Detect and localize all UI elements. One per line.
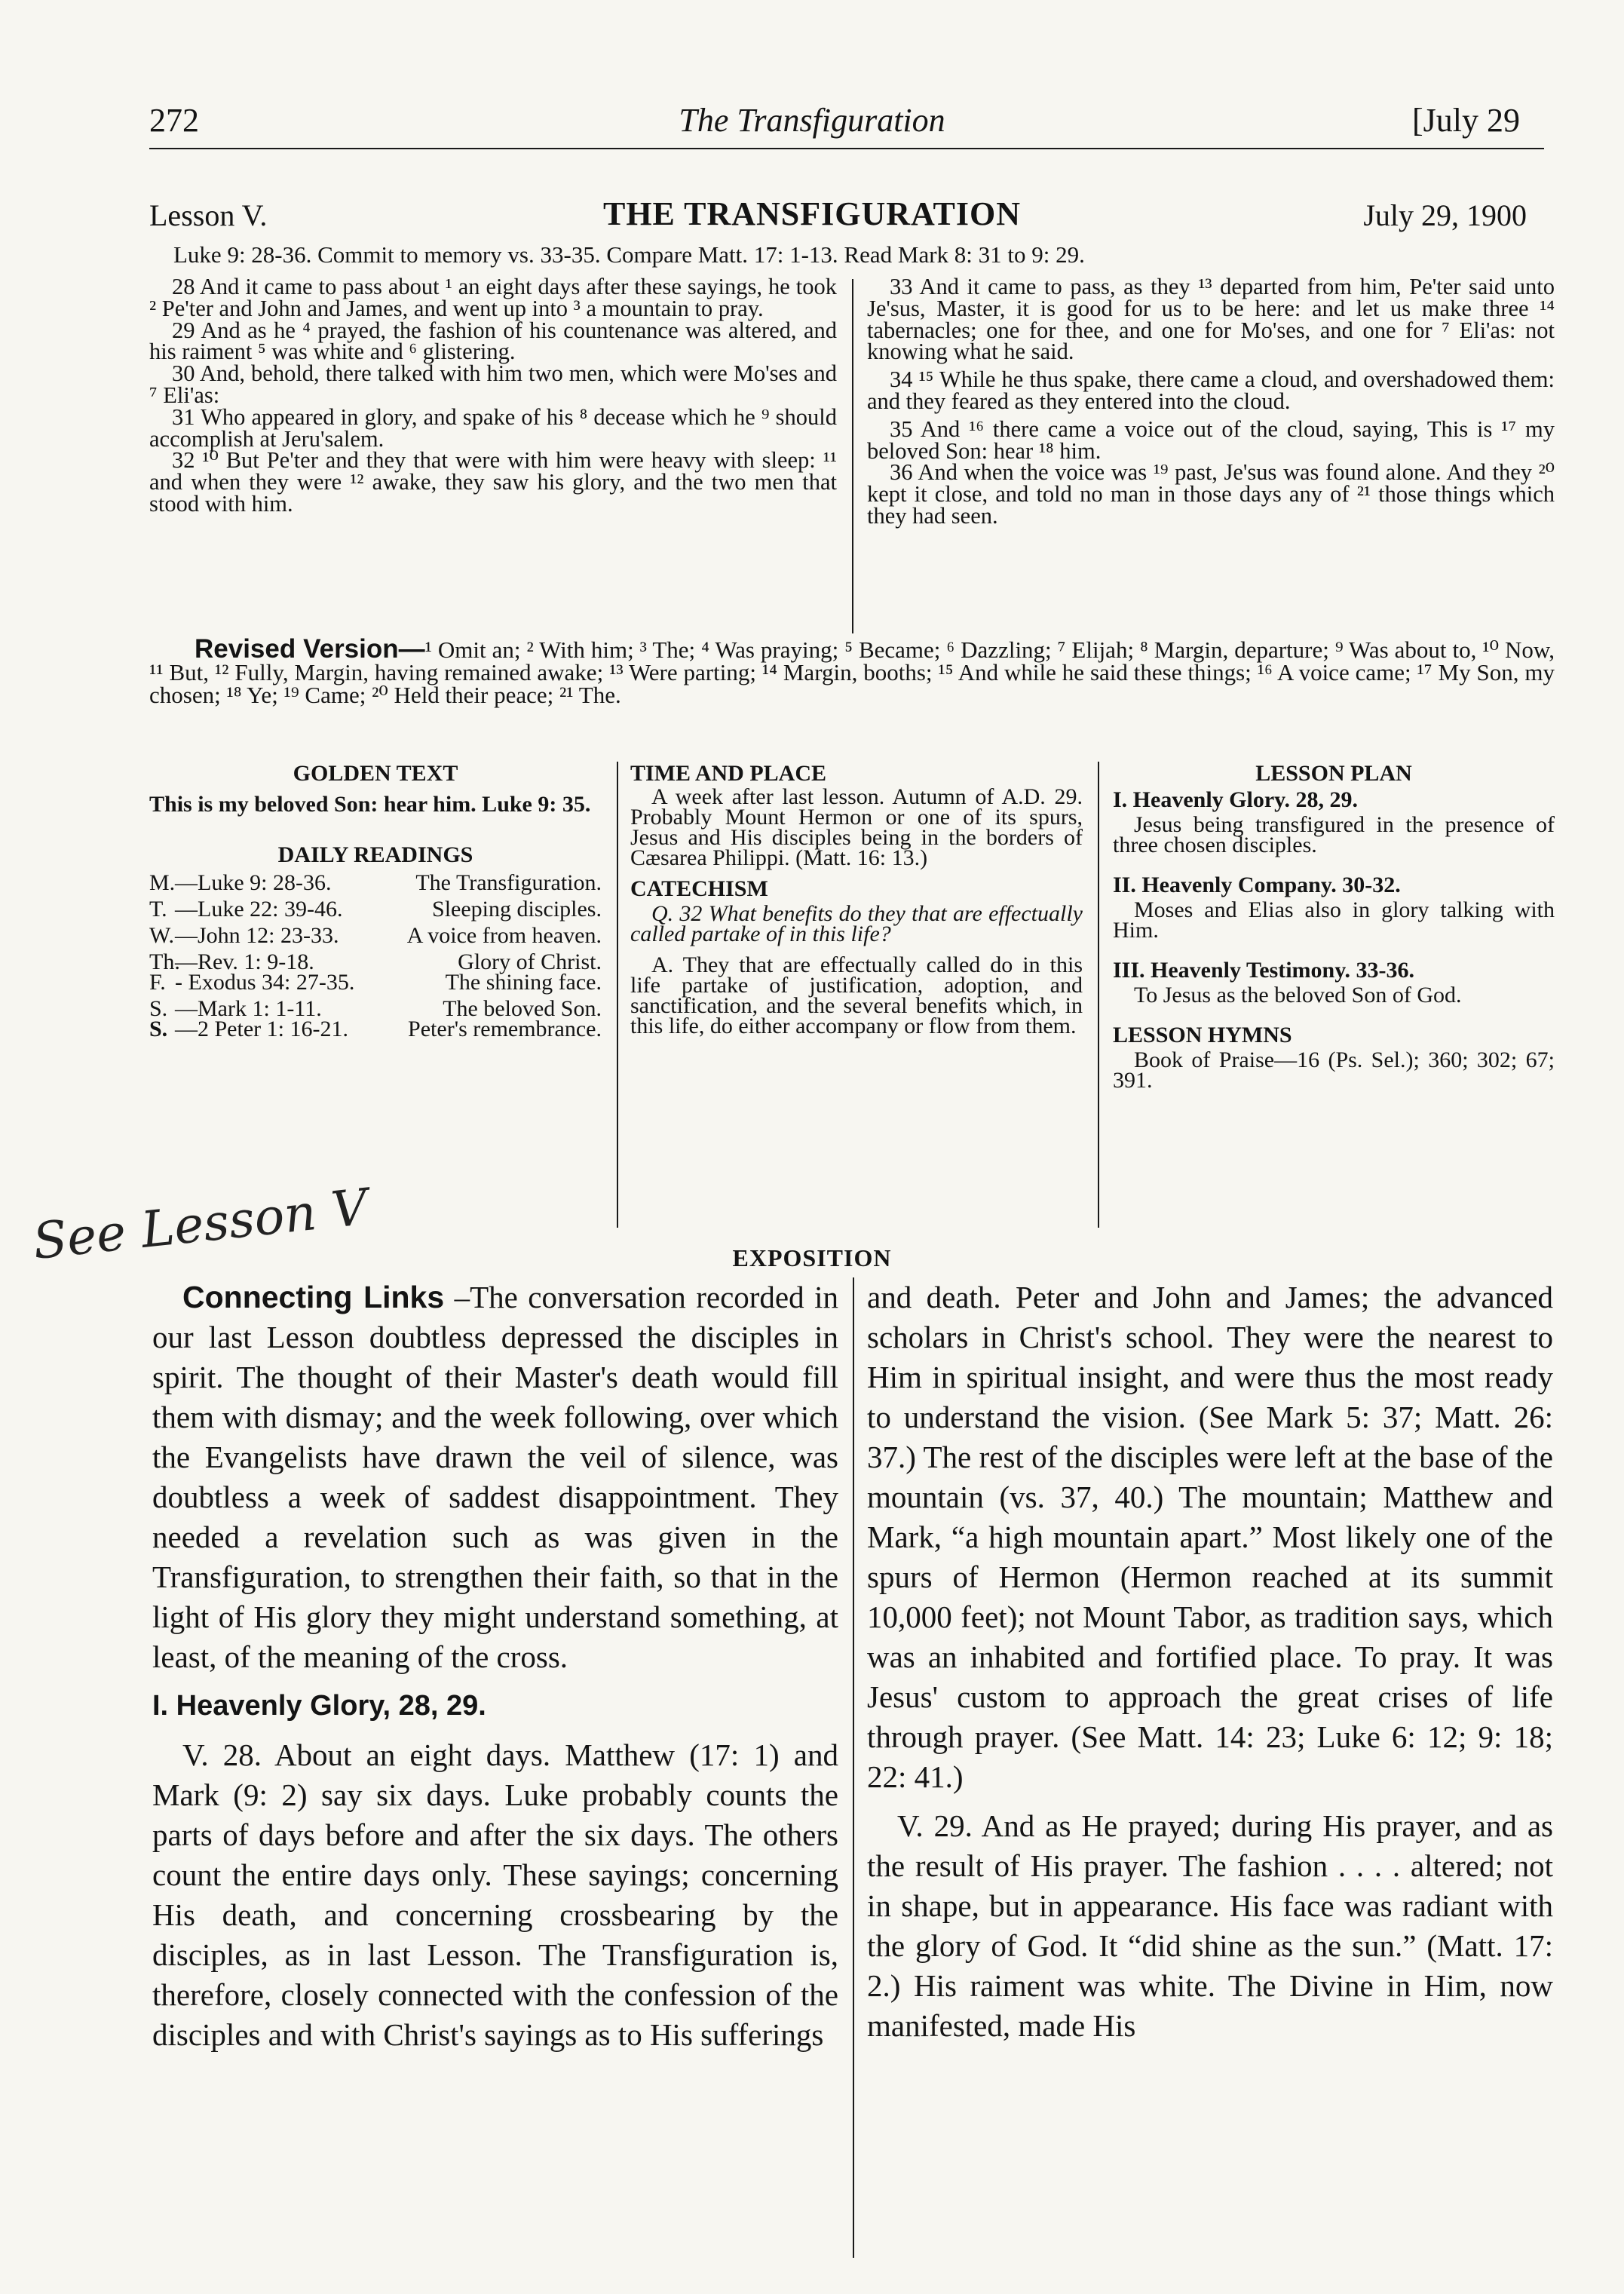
connecting-links-label: Connecting Links [182,1280,445,1314]
golden-text: This is my beloved Son: hear him. Luke 9: 35. [149,792,591,817]
scripture-left [149,276,837,515]
time-place-text: A week after last lesson. Autumn of A.D. 29. Probably Mount Hermon or one of its spurs, Jesus and His disciples being in the borders of Cæsarea Philippi. (Matt. 16: 13.) [630,784,1083,870]
time-place-heading: TIME AND PLACE [630,761,827,786]
catechism-answer: A. They that are effectually called do in this life partake of justification, adoption, and sanctification, and the several benefits which, in this life, do either accompany or flow from them. [630,952,1083,1038]
plan-item-text: Jesus being transfigured in the presence of three chosen disciples. [1113,812,1555,857]
lesson-hymns-text: Book of Praise—16 (Ps. Sel.); 360; 302; 67; 391. [1113,1047,1555,1093]
section-heading: I. Heavenly Glory, 28, 29. [152,1690,486,1722]
header-date: [July 29 [1412,102,1520,139]
plan-item-title: I. Heavenly Glory. 28, 29. [1113,787,1358,812]
reading-item: F. - Exodus 34: 27-35. The shining face. [149,970,602,995]
exposition-divider [853,1277,854,2258]
reading-item: S. —Mark 1: 1-11. The beloved Son. [149,996,602,1021]
exposition-right [867,1277,1553,2046]
handwritten-note: See Lesson V [29,1177,371,1271]
box-divider-left [617,762,618,1228]
revised-version-text: ¹ Omit an; ² With him; ³ The; ⁴ Was praying; ⁵ Became; ⁶ Dazzling; ⁷ Elijah; ⁸ Margin, departure; ⁹ Was about to, ¹⁰ Now, ¹¹ But, ¹² Fully, Margin, having remained awake; ¹³ Were parting; ¹⁴ Margin, booths; ¹⁵ And while he said these things; ¹⁶ A voice came; ¹⁷ My Son, my chosen; ¹⁸ Ye; ¹⁹ Came; ²⁰ Held their peace; ²¹ The. [149,636,1555,708]
revised-version-label: Revised Version— [195,634,425,664]
reading-item: S. —2 Peter 1: 16-21. Peter's remembrance. [149,1017,602,1041]
lesson-hymns-heading: LESSON HYMNS [1113,1023,1292,1047]
time-place-box [630,763,1083,1036]
exposition-paragraph: V. 28. About an eight days. Matthew (17: 1) and Mark (9: 2) say six days. Luke probably counts the parts of days before and after the six days. The others count the entire days only. These sayings; concerning His death, and concerning crossbearing by the disciples, as in last Lesson. The Transfiguration is, therefore, closely connected with the confession of the disciples and with Christ's sayings as to His sufferings [152,1737,838,2052]
verse-30: 30 And, behold, there talked with him two men, which were Mo'ses and ⁷ Eli'as: [149,360,837,408]
lesson-plan-heading: LESSON PLAN [1255,761,1412,786]
connecting-links-text: –The conversation recorded in our last Lesson doubtless depressed the disciples in spirit. The thought of their Master's death would fill them with dismay; and the week following, over which the Evangelists have drawn the veil of silence, was doubtless a week of saddest disappointment. They needed a revelation such as was given in the Transfiguration, to strengthen their faith, so that in the light of His glory they might understand something, at least, of the meaning of the cross. [152,1280,838,1674]
golden-text-box [149,763,602,1039]
reading-item: T. —Luke 22: 39-46. Sleeping disciples. [149,897,602,922]
verse-35: 35 And ¹⁶ there came a voice out of the cloud, saying, This is ¹⁷ my beloved Son: hear ¹⁸ him. [867,416,1555,464]
golden-text-heading: GOLDEN TEXT [293,761,458,786]
catechism-heading: CATECHISM [630,876,768,901]
exposition-heading: EXPOSITION [732,1244,892,1271]
scripture-divider [852,279,853,633]
lesson-date: July 29, 1900 [1363,198,1527,232]
box-divider-right [1098,762,1099,1228]
running-title: The Transfiguration [679,102,945,139]
revised-version [149,634,1555,708]
catechism-question: Q. 32 What benefits do they that are effectually called partake of in this life? [630,901,1083,946]
lesson-label: Lesson V. [149,198,268,232]
verse-28: 28 And it came to pass about ¹ an eight days after these sayings, he took ² Pe'ter and John and James, and went up into ³ a mountain to pray. [149,274,837,321]
lesson-plan-box [1113,761,1555,1093]
reading-item: Th. —Rev. 1: 9-18. Glory of Christ. [149,949,602,974]
verse-32: 32 ¹⁰ But Pe'ter and they that were with him were heavy with sleep: ¹¹ and when they were ¹² awake, they saw his glory, and the two men that stood with him. [149,447,837,517]
lesson-title: THE TRANSFIGURATION [602,195,1022,232]
exposition-paragraph: and death. Peter and John and James; the advanced scholars in Christ's school. They were the nearest to Him in spiritual insight, and were thus the most ready to understand the vision. (See Mark 5: 37; Matt. 26: 37.) The rest of the disciples were left at the base of the mountain (vs. 37, 40.) The mountain; Matthew and Mark, “a high mountain apart.” Most likely one of the spurs of Hermon (Hermon reached at its summit 10,000 feet); not Mount Tabor, as tradition says, which was an inhabited and fortified place. To pray. It was Jesus' custom to approach the great crises of life through prayer. (See Matt. 14: 23; Luke 6: 12; 9: 18; 22: 41.) [867,1280,1553,1794]
daily-readings-list [149,870,602,1041]
plan-item-title: II. Heavenly Company. 30-32. [1113,873,1401,897]
verse-34: 34 ¹⁵ While he thus spake, there came a cloud, and overshadowed them: and they feared as they entered into the cloud. [867,366,1555,414]
exposition-left [152,1277,838,2055]
plan-item-text: Moses and Elias also in glory talking with Him. [1113,897,1555,943]
reading-item: W. —John 12: 23-33. A voice from heaven. [149,923,602,948]
verse-33: 33 And it came to pass, as they ¹³ departed from him, Pe'ter said unto Je'sus, Master, it is good for us to be here: and let us make three ¹⁴ tabernacles; one for thee, and one for Mo'ses, and one for ⁷ Eli'as: not knowing what he said. [867,274,1555,365]
header-rule [149,148,1544,149]
exposition-paragraph: V. 29. And as He prayed; during His prayer, and as the result of His prayer. The fashion . . . . altered; not in shape, but in appearance. His face was radiant with the glory of God. It “did shine as the sun.” (Matt. 17: 2.) His raiment was white. The Divine in Him, now manifested, made His [867,1808,1553,2043]
daily-readings-heading: DAILY READINGS [277,842,473,867]
verse-29: 29 And as he ⁴ prayed, the fashion of his countenance was altered, and his raiment ⁵ was white and ⁶ glistering. [149,317,837,365]
plan-item-title: III. Heavenly Testimony. 33-36. [1113,958,1415,983]
verse-31: 31 Who appeared in glory, and spake of his ⁸ decease which he ⁹ should accomplish at Jeru'salem. [149,403,837,452]
lesson-references: Luke 9: 28-36. Commit to memory vs. 33-35. Compare Matt. 17: 1-13. Read Mark 8: 31 to 9: 29. [173,241,1085,268]
reading-item: M. —Luke 9: 28-36. The Transfiguration. [149,870,602,895]
verse-36: 36 And when the voice was ¹⁹ past, Je'sus was found alone. And they ²⁰ kept it close, and told no man in those days any of ²¹ those things which they had seen. [867,459,1555,529]
scripture-right [867,276,1555,527]
page-number: 272 [149,102,199,139]
plan-item-text: To Jesus as the beloved Son of God. [1134,983,1462,1007]
connecting-links-paragraph [152,1277,838,1677]
